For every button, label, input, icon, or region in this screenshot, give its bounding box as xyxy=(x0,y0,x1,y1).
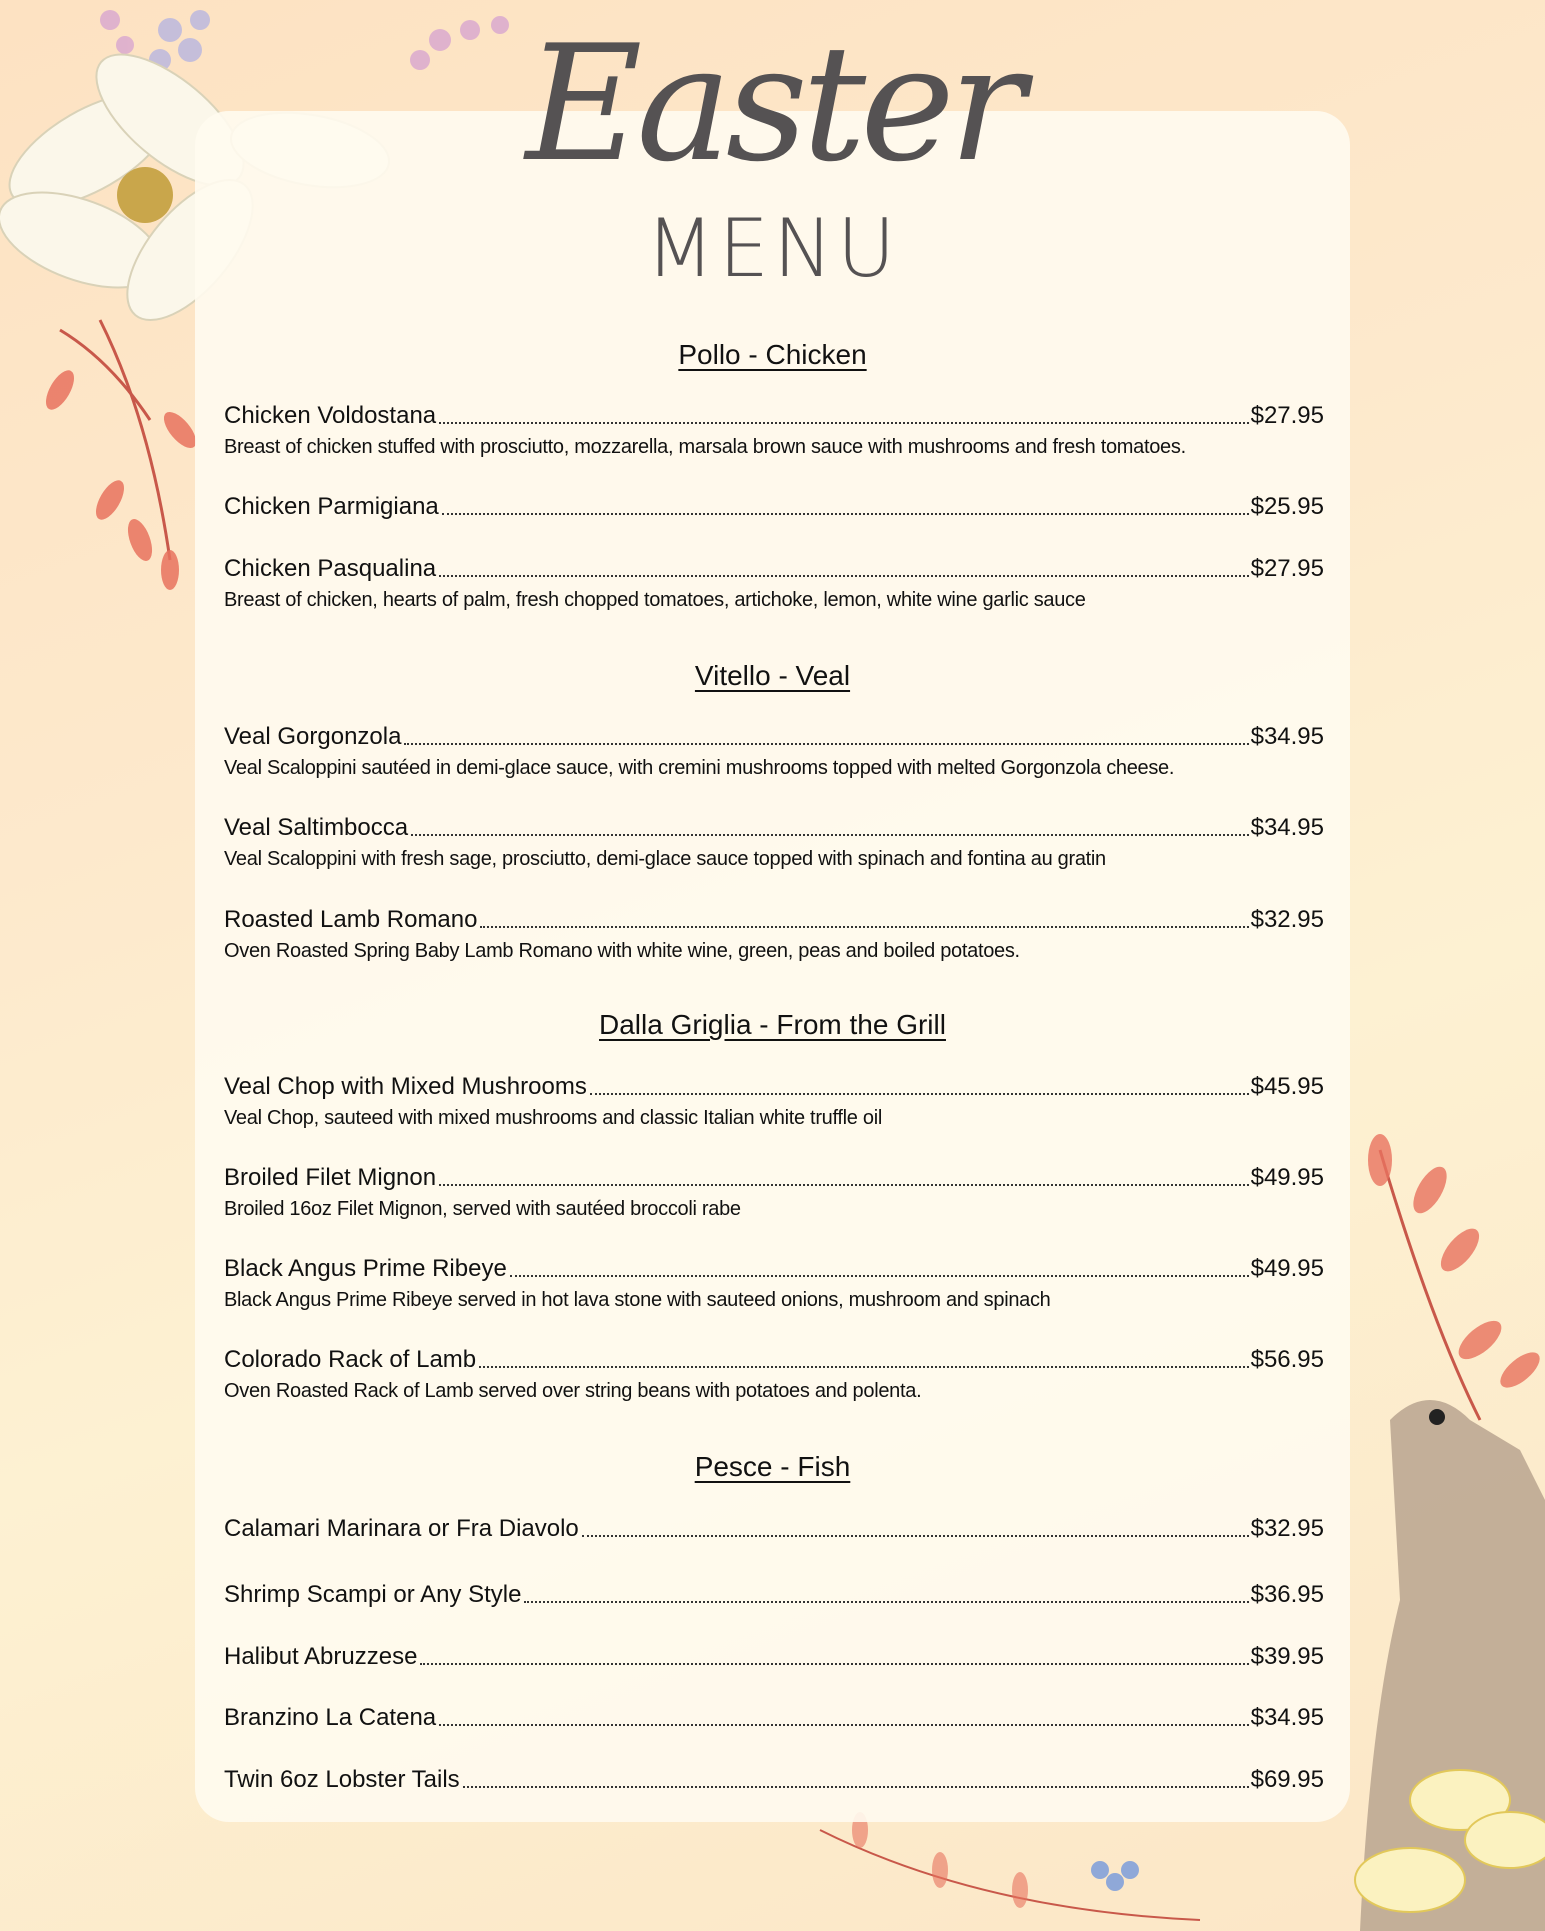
item-description: Broiled 16oz Filet Mignon, served with sautéed broccoli rabe xyxy=(224,1198,741,1220)
menu-item xyxy=(224,1514,1324,1544)
item-name: Chicken Pasqualina xyxy=(224,555,437,582)
item-name: Twin 6oz Lobster Tails xyxy=(224,1766,460,1793)
dot-leader xyxy=(479,1366,1248,1368)
menu-item xyxy=(224,1163,1324,1193)
item-price: $34.95 xyxy=(1250,814,1324,841)
menu-item xyxy=(224,1765,1324,1795)
dot-leader xyxy=(420,1663,1248,1665)
dot-leader xyxy=(439,1184,1248,1186)
dot-leader xyxy=(463,1786,1249,1788)
dot-leader xyxy=(439,422,1248,424)
item-name: Calamari Marinara or Fra Diavolo xyxy=(224,1515,579,1542)
section-title: Dalla Griglia - From the Grill xyxy=(599,1009,946,1040)
item-price: $45.95 xyxy=(1250,1073,1324,1100)
item-name: Black Angus Prime Ribeye xyxy=(224,1255,507,1282)
item-description: Veal Scaloppini with fresh sage, prosciutto, demi-glace sauce topped with spinach and fontina au gratin xyxy=(224,848,1106,870)
item-description: Oven Roasted Rack of Lamb served over string beans with potatoes and polenta. xyxy=(224,1380,922,1402)
menu-item xyxy=(224,722,1324,752)
item-name: Broiled Filet Mignon xyxy=(224,1164,437,1191)
dot-leader xyxy=(582,1535,1249,1537)
section-title: Vitello - Veal xyxy=(694,660,851,691)
item-description: Oven Roasted Spring Baby Lamb Romano with white wine, green, peas and boiled potatoes. xyxy=(224,940,1020,962)
item-name: Veal Gorgonzola xyxy=(224,723,402,750)
dot-leader xyxy=(590,1093,1249,1095)
item-price: $36.95 xyxy=(1250,1581,1324,1608)
item-price: $34.95 xyxy=(1250,723,1324,750)
item-description: Veal Scaloppini sautéed in demi-glace sauce, with cremini mushrooms topped with melted Gorgonzola cheese. xyxy=(224,757,1175,779)
menu-item xyxy=(224,492,1324,522)
item-name: Chicken Parmigiana xyxy=(224,493,439,520)
dot-leader xyxy=(524,1601,1248,1603)
section-title: Pollo - Chicken xyxy=(678,339,867,370)
dot-leader xyxy=(480,926,1248,928)
menu-item xyxy=(224,1642,1324,1672)
menu-item xyxy=(224,1580,1324,1610)
item-price: $32.95 xyxy=(1250,906,1324,933)
menu-item xyxy=(224,905,1324,935)
item-description: Breast of chicken, hearts of palm, fresh chopped tomatoes, artichoke, lemon, white wine garlic sauce xyxy=(224,589,1086,611)
item-name: Colorado Rack of Lamb xyxy=(224,1346,477,1373)
menu-item xyxy=(224,554,1324,584)
item-description: Black Angus Prime Ribeye served in hot lava stone with sauteed onions, mushroom and spinach xyxy=(224,1289,1051,1311)
dot-leader xyxy=(404,743,1248,745)
title-easter: Easter xyxy=(525,10,1020,197)
dot-leader xyxy=(439,1724,1248,1726)
item-price: $49.95 xyxy=(1250,1164,1324,1191)
item-name: Roasted Lamb Romano xyxy=(224,906,478,933)
item-price: $25.95 xyxy=(1250,493,1324,520)
item-price: $69.95 xyxy=(1250,1766,1324,1793)
title-menu: MENU xyxy=(645,202,900,295)
item-price: $27.95 xyxy=(1250,555,1324,582)
menu-item xyxy=(224,1703,1324,1733)
dot-leader xyxy=(411,834,1248,836)
item-price: $56.95 xyxy=(1250,1346,1324,1373)
dot-leader xyxy=(439,575,1248,577)
item-description: Veal Chop, sauteed with mixed mushrooms and classic Italian white truffle oil xyxy=(224,1107,882,1129)
menu-item xyxy=(224,1254,1324,1284)
menu-item xyxy=(224,1072,1324,1102)
item-price: $49.95 xyxy=(1250,1255,1324,1282)
item-description: Breast of chicken stuffed with prosciutto, mozzarella, marsala brown sauce with mushrooms and fresh tomatoes. xyxy=(224,436,1186,458)
section-title: Pesce - Fish xyxy=(694,1451,851,1482)
menu-item xyxy=(224,401,1324,431)
item-price: $34.95 xyxy=(1250,1704,1324,1731)
item-name: Shrimp Scampi or Any Style xyxy=(224,1581,522,1608)
item-name: Halibut Abruzzese xyxy=(224,1643,418,1670)
item-price: $32.95 xyxy=(1250,1515,1324,1542)
item-name: Chicken Voldostana xyxy=(224,402,437,429)
dot-leader xyxy=(510,1275,1249,1277)
item-name: Veal Chop with Mixed Mushrooms xyxy=(224,1073,587,1100)
menu-item xyxy=(224,1345,1324,1375)
menu-item xyxy=(224,813,1324,843)
item-price: $27.95 xyxy=(1250,402,1324,429)
dot-leader xyxy=(442,513,1249,515)
item-name: Veal Saltimbocca xyxy=(224,814,409,841)
item-name: Branzino La Catena xyxy=(224,1704,437,1731)
item-price: $39.95 xyxy=(1250,1643,1324,1670)
